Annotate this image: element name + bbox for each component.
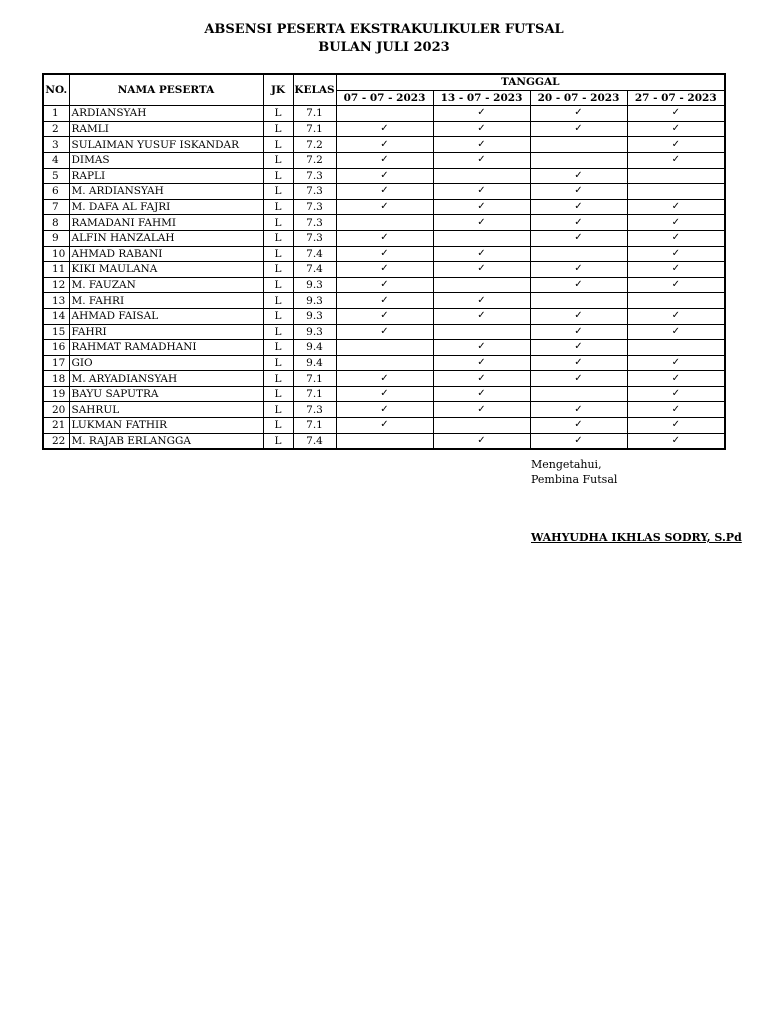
participant-name: GIO [69, 355, 263, 371]
check-mark-icon: ✓ [336, 230, 433, 246]
check-mark-icon: ✓ [530, 230, 627, 246]
table-row [43, 230, 725, 246]
check-mark-icon: ✓ [627, 433, 725, 449]
row-number: 6 [43, 184, 69, 200]
check-mark-icon: ✓ [433, 308, 530, 324]
participant-name: KIKI MAULANA [69, 262, 263, 278]
check-mark-icon: ✓ [627, 355, 725, 371]
check-mark-icon: ✓ [530, 324, 627, 340]
gender-cell: L [263, 277, 293, 293]
row-number: 1 [43, 106, 69, 122]
table-row [43, 168, 725, 184]
check-mark-icon: ✓ [627, 137, 725, 153]
participant-name: FAHRI [69, 324, 263, 340]
class-cell: 7.3 [293, 215, 336, 231]
class-cell: 9.3 [293, 293, 336, 309]
class-cell: 7.2 [293, 152, 336, 168]
header-date-4: 27 - 07 - 2023 [627, 90, 725, 106]
check-mark-icon: ✓ [336, 168, 433, 184]
check-mark-icon: ✓ [336, 199, 433, 215]
check-mark-icon: ✓ [336, 386, 433, 402]
participant-name: M. FAUZAN [69, 277, 263, 293]
attendance-cell-empty [433, 418, 530, 434]
table-body [43, 106, 725, 450]
header-kelas: KELAS [293, 74, 336, 106]
attendance-cell-empty [336, 340, 433, 356]
participant-name: SULAIMAN YUSUF ISKANDAR [69, 137, 263, 153]
row-number: 15 [43, 324, 69, 340]
class-cell: 7.1 [293, 371, 336, 387]
check-mark-icon: ✓ [530, 199, 627, 215]
gender-cell: L [263, 324, 293, 340]
participant-name: M. DAFA AL FAJRI [69, 199, 263, 215]
check-mark-icon: ✓ [336, 308, 433, 324]
check-mark-icon: ✓ [627, 371, 725, 387]
check-mark-icon: ✓ [530, 168, 627, 184]
attendance-cell-empty [530, 246, 627, 262]
header-date-3: 20 - 07 - 2023 [530, 90, 627, 106]
class-cell: 7.1 [293, 121, 336, 137]
row-number: 3 [43, 137, 69, 153]
check-mark-icon: ✓ [433, 355, 530, 371]
gender-cell: L [263, 340, 293, 356]
attendance-cell-empty [627, 168, 725, 184]
table-row [43, 308, 725, 324]
participant-name: M. ARYADIANSYAH [69, 371, 263, 387]
row-number: 8 [43, 215, 69, 231]
attendance-cell-empty [530, 386, 627, 402]
attendance-cell-empty [627, 184, 725, 200]
table-row [43, 433, 725, 449]
class-cell: 7.4 [293, 262, 336, 278]
check-mark-icon: ✓ [433, 433, 530, 449]
row-number: 4 [43, 152, 69, 168]
gender-cell: L [263, 293, 293, 309]
table-row [43, 293, 725, 309]
check-mark-icon: ✓ [336, 418, 433, 434]
check-mark-icon: ✓ [530, 184, 627, 200]
participant-name: SAHRUL [69, 402, 263, 418]
attendance-cell-empty [530, 137, 627, 153]
check-mark-icon: ✓ [433, 121, 530, 137]
table-row [43, 137, 725, 153]
check-mark-icon: ✓ [433, 293, 530, 309]
participant-name: AHMAD FAISAL [69, 308, 263, 324]
check-mark-icon: ✓ [530, 308, 627, 324]
check-mark-icon: ✓ [530, 340, 627, 356]
row-number: 10 [43, 246, 69, 262]
participant-name: M. RAJAB ERLANGGA [69, 433, 263, 449]
attendance-cell-empty [530, 152, 627, 168]
check-mark-icon: ✓ [530, 121, 627, 137]
class-cell: 7.3 [293, 199, 336, 215]
check-mark-icon: ✓ [530, 402, 627, 418]
check-mark-icon: ✓ [433, 199, 530, 215]
header-date-2: 13 - 07 - 2023 [433, 90, 530, 106]
check-mark-icon: ✓ [336, 246, 433, 262]
document-subtitle: BULAN JULI 2023 [318, 40, 450, 55]
table-row [43, 371, 725, 387]
header-name: NAMA PESERTA [69, 74, 263, 106]
gender-cell: L [263, 152, 293, 168]
row-number: 21 [43, 418, 69, 434]
gender-cell: L [263, 371, 293, 387]
class-cell: 7.3 [293, 402, 336, 418]
check-mark-icon: ✓ [336, 277, 433, 293]
check-mark-icon: ✓ [530, 106, 627, 122]
participant-name: RAMADANI FAHMI [69, 215, 263, 231]
check-mark-icon: ✓ [433, 215, 530, 231]
check-mark-icon: ✓ [627, 308, 725, 324]
check-mark-icon: ✓ [433, 371, 530, 387]
attendance-table [42, 73, 726, 450]
check-mark-icon: ✓ [336, 137, 433, 153]
gender-cell: L [263, 355, 293, 371]
gender-cell: L [263, 230, 293, 246]
class-cell: 7.2 [293, 137, 336, 153]
gender-cell: L [263, 308, 293, 324]
row-number: 19 [43, 386, 69, 402]
row-number: 11 [43, 262, 69, 278]
check-mark-icon: ✓ [433, 262, 530, 278]
row-number: 18 [43, 371, 69, 387]
check-mark-icon: ✓ [336, 371, 433, 387]
row-number: 5 [43, 168, 69, 184]
table-row [43, 246, 725, 262]
row-number: 7 [43, 199, 69, 215]
check-mark-icon: ✓ [627, 121, 725, 137]
check-mark-icon: ✓ [336, 121, 433, 137]
class-cell: 7.1 [293, 106, 336, 122]
row-number: 9 [43, 230, 69, 246]
participant-name: LUKMAN FATHIR [69, 418, 263, 434]
check-mark-icon: ✓ [433, 137, 530, 153]
attendance-cell-empty [336, 355, 433, 371]
check-mark-icon: ✓ [627, 324, 725, 340]
row-number: 16 [43, 340, 69, 356]
check-mark-icon: ✓ [627, 106, 725, 122]
signature-role: Pembina Futsal [531, 473, 618, 486]
gender-cell: L [263, 433, 293, 449]
header-jk: JK [263, 74, 293, 106]
gender-cell: L [263, 418, 293, 434]
check-mark-icon: ✓ [530, 215, 627, 231]
check-mark-icon: ✓ [627, 262, 725, 278]
attendance-cell-empty [433, 324, 530, 340]
participant-name: ALFIN HANZALAH [69, 230, 263, 246]
table-row [43, 386, 725, 402]
check-mark-icon: ✓ [627, 277, 725, 293]
header-tanggal: TANGGAL [336, 74, 725, 90]
check-mark-icon: ✓ [627, 230, 725, 246]
gender-cell: L [263, 184, 293, 200]
table-row [43, 121, 725, 137]
check-mark-icon: ✓ [336, 152, 433, 168]
gender-cell: L [263, 262, 293, 278]
table-row [43, 324, 725, 340]
table-row [43, 184, 725, 200]
class-cell: 7.4 [293, 246, 336, 262]
check-mark-icon: ✓ [627, 402, 725, 418]
attendance-cell-empty [627, 293, 725, 309]
participant-name: M. FAHRI [69, 293, 263, 309]
check-mark-icon: ✓ [433, 184, 530, 200]
check-mark-icon: ✓ [336, 184, 433, 200]
attendance-cell-empty [627, 340, 725, 356]
class-cell: 9.4 [293, 340, 336, 356]
attendance-cell-empty [336, 106, 433, 122]
attendance-cell-empty [433, 277, 530, 293]
row-number: 20 [43, 402, 69, 418]
gender-cell: L [263, 168, 293, 184]
header-no: NO. [43, 74, 69, 106]
check-mark-icon: ✓ [530, 262, 627, 278]
table-row [43, 106, 725, 122]
participant-name: AHMAD RABANI [69, 246, 263, 262]
attendance-cell-empty [433, 230, 530, 246]
participant-name: M. ARDIANSYAH [69, 184, 263, 200]
check-mark-icon: ✓ [530, 433, 627, 449]
row-number: 12 [43, 277, 69, 293]
signature-name: WAHYUDHA IKHLAS SODRY, S.Pd [531, 531, 742, 544]
class-cell: 9.3 [293, 277, 336, 293]
participant-name: RAPLI [69, 168, 263, 184]
gender-cell: L [263, 246, 293, 262]
check-mark-icon: ✓ [627, 246, 725, 262]
class-cell: 7.1 [293, 386, 336, 402]
table-row [43, 152, 725, 168]
class-cell: 9.3 [293, 324, 336, 340]
check-mark-icon: ✓ [433, 246, 530, 262]
table-row [43, 402, 725, 418]
row-number: 22 [43, 433, 69, 449]
gender-cell: L [263, 137, 293, 153]
check-mark-icon: ✓ [433, 106, 530, 122]
check-mark-icon: ✓ [530, 355, 627, 371]
row-number: 14 [43, 308, 69, 324]
row-number: 17 [43, 355, 69, 371]
check-mark-icon: ✓ [530, 277, 627, 293]
document-title: ABSENSI PESERTA EKSTRAKULIKULER FUTSAL [204, 22, 564, 37]
check-mark-icon: ✓ [627, 418, 725, 434]
check-mark-icon: ✓ [433, 340, 530, 356]
class-cell: 7.3 [293, 184, 336, 200]
check-mark-icon: ✓ [336, 293, 433, 309]
gender-cell: L [263, 402, 293, 418]
check-mark-icon: ✓ [336, 262, 433, 278]
check-mark-icon: ✓ [627, 386, 725, 402]
row-number: 13 [43, 293, 69, 309]
check-mark-icon: ✓ [433, 386, 530, 402]
participant-name: ARDIANSYAH [69, 106, 263, 122]
table-row [43, 355, 725, 371]
class-cell: 9.3 [293, 308, 336, 324]
participant-name: BAYU SAPUTRA [69, 386, 263, 402]
gender-cell: L [263, 199, 293, 215]
check-mark-icon: ✓ [433, 402, 530, 418]
check-mark-icon: ✓ [433, 152, 530, 168]
table-row [43, 418, 725, 434]
participant-name: RAMLI [69, 121, 263, 137]
row-number: 2 [43, 121, 69, 137]
gender-cell: L [263, 215, 293, 231]
participant-name: DIMAS [69, 152, 263, 168]
check-mark-icon: ✓ [336, 324, 433, 340]
check-mark-icon: ✓ [627, 215, 725, 231]
gender-cell: L [263, 106, 293, 122]
attendance-cell-empty [336, 215, 433, 231]
signature-known-label: Mengetahui, [531, 458, 602, 471]
class-cell: 9.4 [293, 355, 336, 371]
gender-cell: L [263, 121, 293, 137]
check-mark-icon: ✓ [627, 199, 725, 215]
check-mark-icon: ✓ [627, 152, 725, 168]
table-row [43, 199, 725, 215]
check-mark-icon: ✓ [336, 402, 433, 418]
check-mark-icon: ✓ [530, 418, 627, 434]
class-cell: 7.3 [293, 168, 336, 184]
table-row [43, 262, 725, 278]
gender-cell: L [263, 386, 293, 402]
attendance-cell-empty [433, 168, 530, 184]
attendance-cell-empty [530, 293, 627, 309]
check-mark-icon: ✓ [530, 371, 627, 387]
class-cell: 7.1 [293, 418, 336, 434]
header-date-1: 07 - 07 - 2023 [336, 90, 433, 106]
class-cell: 7.4 [293, 433, 336, 449]
table-row [43, 277, 725, 293]
attendance-cell-empty [336, 433, 433, 449]
class-cell: 7.3 [293, 230, 336, 246]
table-row [43, 340, 725, 356]
table-header [43, 74, 725, 106]
participant-name: RAHMAT RAMADHANI [69, 340, 263, 356]
table-row [43, 215, 725, 231]
